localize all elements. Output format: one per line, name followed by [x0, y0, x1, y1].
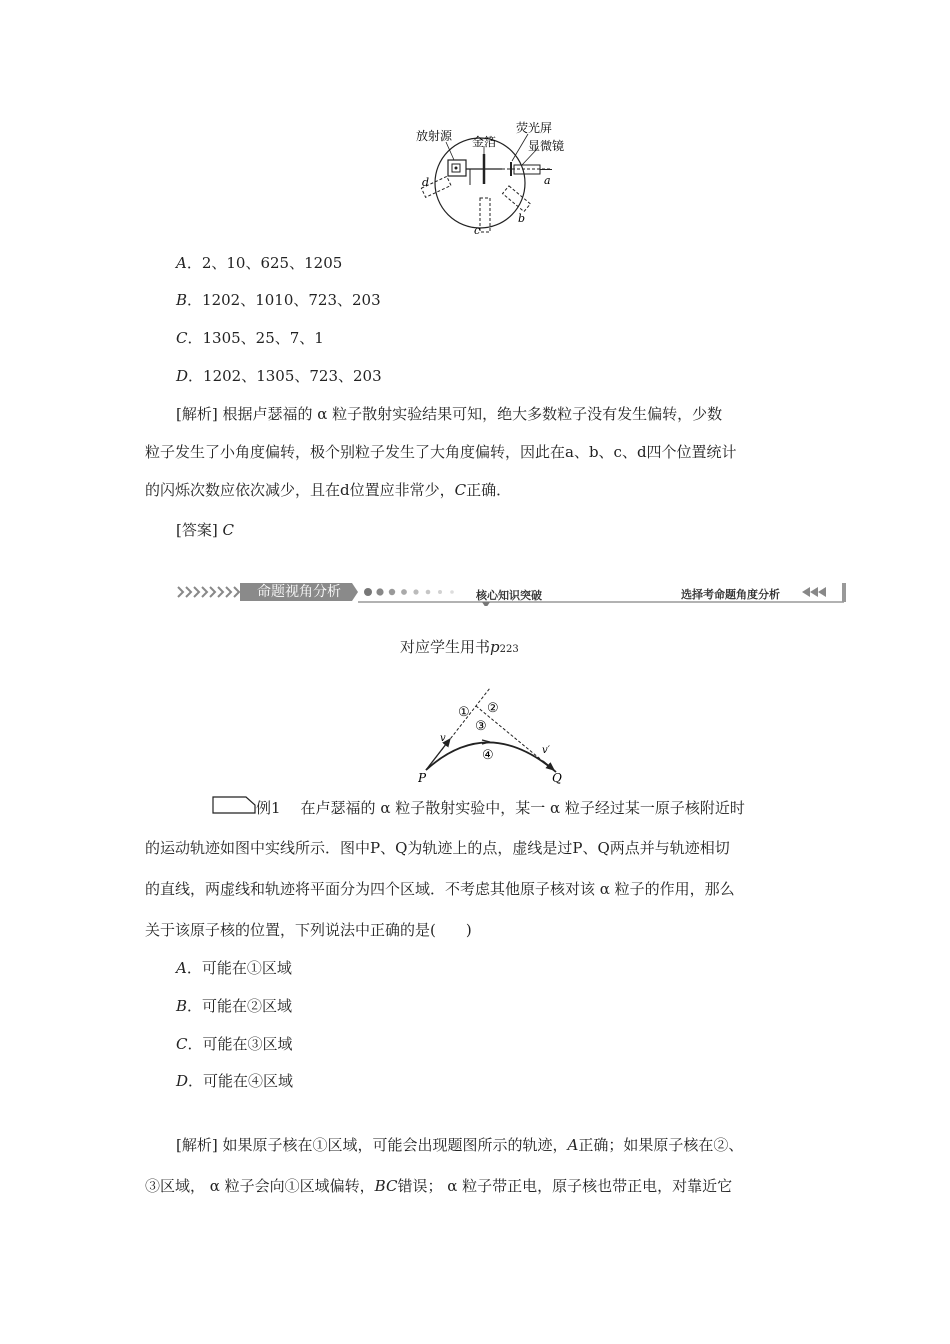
region-2-label: ② [487, 701, 499, 716]
q1-analysis-line: [解析] 根据卢瑟福的 α 粒子散射实验结果可知，绝大多数粒子没有发生偏转，少数 [176, 405, 723, 423]
example-label: 例1 [256, 799, 281, 817]
q2-option-c: C．可能在③区域 [176, 1035, 293, 1053]
label-fluorescent-screen: 荧光屏 [516, 121, 553, 135]
scattering-apparatus-figure [410, 118, 580, 236]
q2-stem-line: 的运动轨迹如图中实线所示．图中P、Q为轨迹上的点，虚线是过P、Q两点并与轨迹相切 [145, 839, 730, 857]
label-pos-b: b [518, 212, 526, 225]
label-gold-foil: 金箔 [472, 135, 497, 149]
trajectory-figure [418, 684, 568, 784]
q2-option-d: D．可能在④区域 [176, 1072, 294, 1090]
q2-analysis-line: [解析] 如果原子核在①区域，可能会出现题图所示的轨迹，A正确；如果原子核在②、 [176, 1136, 744, 1154]
label-microscope: 显微镜 [528, 139, 565, 153]
q1-option-a: A．2、10、625、1205 [176, 254, 343, 272]
label-pos-c: c [474, 224, 481, 236]
banner-tab-main: 命题视角分析 [257, 584, 341, 600]
q1-answer: [答案] C [176, 521, 234, 539]
label-pos-a: a [544, 174, 551, 187]
q2-stem-line: 关于该原子核的位置，下列说法中正确的是( ) [145, 921, 472, 939]
region-1-label: ① [458, 705, 470, 720]
q1-option-c: C．1305、25、7、1 [176, 329, 324, 347]
q2-analysis-line: ③区域， α 粒子会向①区域偏转，BC错误； α 粒子带正电，原子核也带正电，对靠近它 [145, 1177, 733, 1195]
region-3-label: ③ [475, 719, 487, 734]
q1-analysis-line: 粒子发生了小角度偏转，极个别粒子发生了大角度偏转，因此在a、b、c、d四个位置统计 [145, 443, 737, 461]
q1-option-b: B．1202、1010、723、203 [176, 291, 381, 309]
point-p-label: P [418, 771, 427, 784]
q2-option-a: A．可能在①区域 [176, 959, 292, 977]
point-q-label: Q [552, 771, 562, 784]
label-source: 放射源 [416, 129, 453, 143]
q1-analysis-line: 的闪烁次数应依次减少，且在d位置应非常少，C正确． [145, 481, 512, 499]
student-book-reference: 对应学生用书p223 [400, 638, 519, 656]
q2-option-b: B．可能在②区域 [176, 997, 293, 1015]
region-4-label: ④ [482, 748, 494, 763]
banner-tab-center: 核心知识突破 [476, 589, 542, 602]
velocity-v-prime-label: v′ [542, 745, 550, 756]
q2-stem-line: 的直线，两虚线和轨迹将平面分为四个区域．不考虑其他原子核对该 α 粒子的作用，那么 [145, 880, 735, 898]
section-banner [176, 580, 848, 606]
example-badge [212, 796, 254, 812]
q1-option-d: D．1202、1305、723、203 [176, 367, 382, 385]
q2-stem-first: 例1 在卢瑟福的 α 粒子散射实验中，某一 α 粒子经过某一原子核附近时 [256, 799, 745, 817]
velocity-v-label: v [440, 733, 446, 744]
banner-tab-right: 选择考命题角度分析 [681, 588, 780, 601]
label-pos-d: d [422, 176, 430, 189]
